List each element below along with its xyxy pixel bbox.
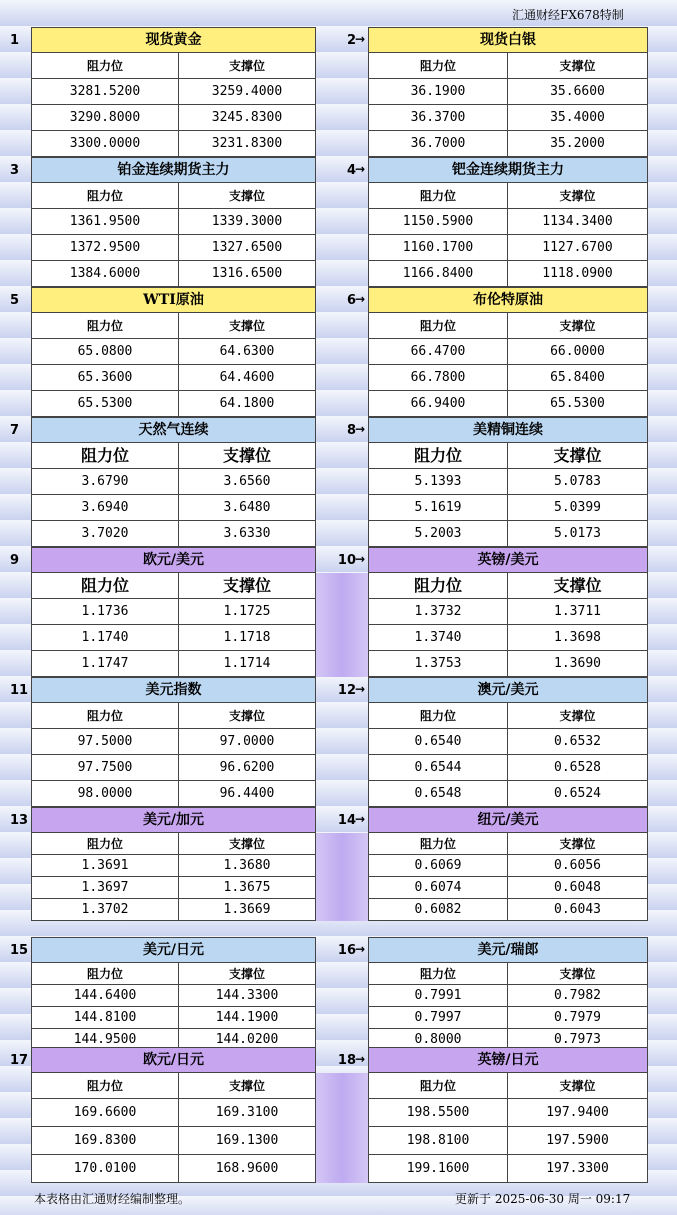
resistance-value: 169.8300 [31, 1127, 179, 1155]
support-value: 3.6560 [179, 469, 316, 495]
support-header: 支撑位 [179, 53, 316, 79]
support-header: 支撑位 [179, 183, 316, 209]
support-header: 支撑位 [508, 963, 648, 985]
resistance-value: 0.6548 [368, 781, 508, 807]
support-value: 0.6043 [508, 899, 648, 921]
resistance-value: 66.9400 [368, 391, 508, 417]
table-number: 16 [337, 943, 356, 958]
support-value: 5.0399 [508, 495, 648, 521]
resistance-header: 阻力位 [368, 1073, 508, 1099]
footer-updated: 更新于 2025-06-30 周一 09:17 [455, 1192, 631, 1206]
table-number: 9 [10, 553, 20, 568]
support-value: 197.9400 [508, 1099, 648, 1127]
resistance-header: 阻力位 [368, 963, 508, 985]
table-title: 现货黄金 [31, 27, 316, 53]
support-value: 0.6524 [508, 781, 648, 807]
support-header: 支撑位 [179, 703, 316, 729]
resistance-header: 阻力位 [31, 313, 179, 339]
support-header: 支撑位 [508, 703, 648, 729]
resistance-value: 66.4700 [368, 339, 508, 365]
support-value: 5.0173 [508, 521, 648, 547]
support-value: 1.3669 [179, 899, 316, 921]
support-value: 1.1714 [179, 651, 316, 677]
support-value: 1339.3000 [179, 209, 316, 235]
resistance-header: 阻力位 [31, 53, 179, 79]
support-header: 支撑位 [508, 833, 648, 855]
support-value: 5.0783 [508, 469, 648, 495]
table-number: 7 [10, 423, 20, 438]
resistance-value: 98.0000 [31, 781, 179, 807]
table-title: 美精铜连续 [368, 417, 648, 443]
support-value: 144.1900 [179, 1007, 316, 1029]
resistance-value: 0.6544 [368, 755, 508, 781]
table-number: 5 [10, 293, 20, 308]
table-number: 17 [10, 1053, 29, 1068]
support-value: 1.3680 [179, 855, 316, 877]
support-value: 64.4600 [179, 365, 316, 391]
table-title: 英镑/日元 [368, 1047, 648, 1073]
arrow-icon: → [355, 552, 366, 566]
resistance-value: 97.5000 [31, 729, 179, 755]
table-number: 3 [10, 163, 20, 178]
credit-label: 汇通财经FX678特制 [512, 8, 624, 22]
table-number: 4 [346, 163, 356, 178]
table-title: 美元/瑞郎 [368, 937, 648, 963]
table-number: 12 [337, 683, 356, 698]
support-value: 66.0000 [508, 339, 648, 365]
support-value: 1.3711 [508, 599, 648, 625]
support-value: 0.7973 [508, 1029, 648, 1051]
resistance-value: 0.6082 [368, 899, 508, 921]
support-value: 0.7982 [508, 985, 648, 1007]
support-value: 1327.6500 [179, 235, 316, 261]
resistance-header: 阻力位 [31, 443, 179, 469]
table-title: 澳元/美元 [368, 677, 648, 703]
arrow-icon: → [355, 682, 366, 696]
resistance-value: 3.7020 [31, 521, 179, 547]
support-header: 支撑位 [508, 1073, 648, 1099]
table-number: 15 [10, 943, 29, 958]
resistance-value: 144.9500 [31, 1029, 179, 1051]
support-value: 64.1800 [179, 391, 316, 417]
support-value: 197.3300 [508, 1155, 648, 1183]
resistance-value: 1384.6000 [31, 261, 179, 287]
table-number: 2 [346, 33, 356, 48]
table-number: 14 [337, 813, 356, 828]
resistance-value: 170.0100 [31, 1155, 179, 1183]
resistance-value: 0.6069 [368, 855, 508, 877]
resistance-value: 5.1393 [368, 469, 508, 495]
resistance-value: 0.7997 [368, 1007, 508, 1029]
support-value: 1316.6500 [179, 261, 316, 287]
resistance-header: 阻力位 [368, 313, 508, 339]
table-number: 6 [346, 293, 356, 308]
resistance-value: 1.3753 [368, 651, 508, 677]
support-value: 35.6600 [508, 79, 648, 105]
resistance-header: 阻力位 [368, 573, 508, 599]
table-title: 布伦特原油 [368, 287, 648, 313]
support-value: 35.2000 [508, 131, 648, 157]
resistance-value: 1361.9500 [31, 209, 179, 235]
table-title: 钯金连续期货主力 [368, 157, 648, 183]
support-value: 1.3698 [508, 625, 648, 651]
arrow-icon: → [355, 162, 366, 176]
support-header: 支撑位 [179, 963, 316, 985]
arrow-icon: → [355, 32, 366, 46]
table-number: 1 [10, 33, 20, 48]
arrow-icon: → [355, 292, 366, 306]
resistance-value: 5.2003 [368, 521, 508, 547]
table-title: 铂金连续期货主力 [31, 157, 316, 183]
table-title: 现货白银 [368, 27, 648, 53]
resistance-value: 1.3740 [368, 625, 508, 651]
resistance-value: 36.7000 [368, 131, 508, 157]
table-title: 美元指数 [31, 677, 316, 703]
resistance-header: 阻力位 [368, 443, 508, 469]
middle-gutter [316, 1073, 368, 1183]
footer-note: 本表格由汇通财经编制整理。 [34, 1192, 191, 1206]
support-header: 支撑位 [508, 443, 648, 469]
support-header: 支撑位 [179, 443, 316, 469]
resistance-value: 36.3700 [368, 105, 508, 131]
support-header: 支撑位 [508, 183, 648, 209]
arrow-icon: → [355, 942, 366, 956]
support-header: 支撑位 [508, 573, 648, 599]
table-number: 10 [337, 553, 356, 568]
table-number: 18 [337, 1053, 356, 1068]
support-value: 1134.3400 [508, 209, 648, 235]
resistance-header: 阻力位 [368, 53, 508, 79]
support-value: 65.8400 [508, 365, 648, 391]
table-title: WTI原油 [31, 287, 316, 313]
support-header: 支撑位 [179, 1073, 316, 1099]
resistance-value: 3281.5200 [31, 79, 179, 105]
resistance-value: 1.3697 [31, 877, 179, 899]
support-value: 3245.8300 [179, 105, 316, 131]
support-value: 65.5300 [508, 391, 648, 417]
table-title: 纽元/美元 [368, 807, 648, 833]
resistance-header: 阻力位 [31, 703, 179, 729]
resistance-value: 3290.8000 [31, 105, 179, 131]
resistance-value: 0.7991 [368, 985, 508, 1007]
table-title: 欧元/美元 [31, 547, 316, 573]
table-title: 欧元/日元 [31, 1047, 316, 1073]
resistance-value: 65.5300 [31, 391, 179, 417]
resistance-value: 3.6790 [31, 469, 179, 495]
support-value: 1118.0900 [508, 261, 648, 287]
support-value: 96.6200 [179, 755, 316, 781]
arrow-icon: → [355, 422, 366, 436]
table-number: 11 [10, 683, 29, 698]
resistance-value: 144.8100 [31, 1007, 179, 1029]
support-value: 1.3690 [508, 651, 648, 677]
resistance-value: 198.8100 [368, 1127, 508, 1155]
resistance-value: 65.0800 [31, 339, 179, 365]
resistance-header: 阻力位 [31, 1073, 179, 1099]
middle-gutter [316, 833, 368, 921]
resistance-value: 3.6940 [31, 495, 179, 521]
support-header: 支撑位 [508, 53, 648, 79]
support-value: 3231.8300 [179, 131, 316, 157]
table-title: 天然气连续 [31, 417, 316, 443]
support-header: 支撑位 [508, 313, 648, 339]
support-value: 144.3300 [179, 985, 316, 1007]
support-value: 169.3100 [179, 1099, 316, 1127]
resistance-header: 阻力位 [368, 833, 508, 855]
arrow-icon: → [355, 812, 366, 826]
resistance-value: 0.8000 [368, 1029, 508, 1051]
resistance-value: 1.3702 [31, 899, 179, 921]
resistance-header: 阻力位 [368, 703, 508, 729]
resistance-value: 0.6074 [368, 877, 508, 899]
resistance-value: 1166.8400 [368, 261, 508, 287]
resistance-value: 1.1740 [31, 625, 179, 651]
support-header: 支撑位 [179, 313, 316, 339]
table-number: 13 [10, 813, 29, 828]
resistance-value: 198.5500 [368, 1099, 508, 1127]
support-value: 0.6056 [508, 855, 648, 877]
support-header: 支撑位 [179, 833, 316, 855]
support-value: 3.6480 [179, 495, 316, 521]
support-value: 1.1725 [179, 599, 316, 625]
support-value: 0.7979 [508, 1007, 648, 1029]
support-value: 35.4000 [508, 105, 648, 131]
support-value: 1127.6700 [508, 235, 648, 261]
support-value: 0.6528 [508, 755, 648, 781]
resistance-value: 66.7800 [368, 365, 508, 391]
support-value: 144.0200 [179, 1029, 316, 1051]
resistance-value: 5.1619 [368, 495, 508, 521]
resistance-value: 1.1747 [31, 651, 179, 677]
resistance-header: 阻力位 [31, 183, 179, 209]
resistance-value: 1.3732 [368, 599, 508, 625]
resistance-value: 97.7500 [31, 755, 179, 781]
resistance-value: 1150.5900 [368, 209, 508, 235]
resistance-header: 阻力位 [31, 573, 179, 599]
resistance-value: 199.1600 [368, 1155, 508, 1183]
table-title: 美元/加元 [31, 807, 316, 833]
support-value: 0.6532 [508, 729, 648, 755]
table-title: 美元/日元 [31, 937, 316, 963]
support-value: 96.4400 [179, 781, 316, 807]
resistance-value: 1372.9500 [31, 235, 179, 261]
support-value: 1.1718 [179, 625, 316, 651]
arrow-icon: → [355, 1052, 366, 1066]
resistance-value: 144.6400 [31, 985, 179, 1007]
resistance-value: 1.3691 [31, 855, 179, 877]
table-number: 8 [346, 423, 356, 438]
middle-gutter [316, 573, 368, 677]
support-value: 3259.4000 [179, 79, 316, 105]
support-header: 支撑位 [179, 573, 316, 599]
support-value: 169.1300 [179, 1127, 316, 1155]
resistance-value: 3300.0000 [31, 131, 179, 157]
support-value: 0.6048 [508, 877, 648, 899]
resistance-value: 1.1736 [31, 599, 179, 625]
support-value: 97.0000 [179, 729, 316, 755]
support-value: 64.6300 [179, 339, 316, 365]
resistance-header: 阻力位 [31, 833, 179, 855]
resistance-value: 36.1900 [368, 79, 508, 105]
resistance-value: 65.3600 [31, 365, 179, 391]
resistance-value: 169.6600 [31, 1099, 179, 1127]
table-title: 英镑/美元 [368, 547, 648, 573]
support-value: 197.5900 [508, 1127, 648, 1155]
resistance-header: 阻力位 [31, 963, 179, 985]
resistance-header: 阻力位 [368, 183, 508, 209]
support-value: 168.9600 [179, 1155, 316, 1183]
support-value: 1.3675 [179, 877, 316, 899]
resistance-value: 0.6540 [368, 729, 508, 755]
resistance-value: 1160.1700 [368, 235, 508, 261]
support-value: 3.6330 [179, 521, 316, 547]
